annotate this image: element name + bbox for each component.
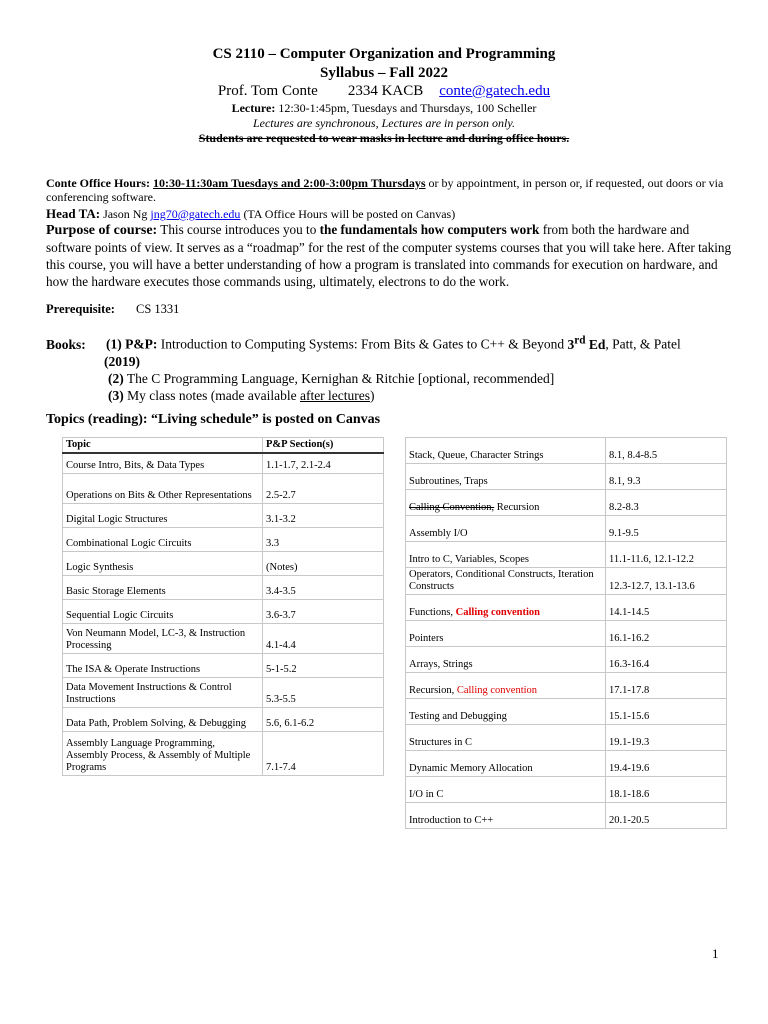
- book-2: [46, 370, 736, 387]
- lecture-label: Lecture:: [231, 101, 276, 115]
- instructor-email-link[interactable]: conte@gatech.edu: [439, 83, 551, 99]
- purpose-text-rest: from both the hardware and software points of view. It serves as a “roadmap” for the rest of the computer systems courses that you will take here. After taking this course, you will have a better understanding of how a program is translated into commands for execution on hardware, and how the hardware executes those commands using, ultimately, electrons to do the work.: [46, 222, 732, 289]
- section-cell: 20.1-20.5: [606, 803, 727, 829]
- table-row: [63, 599, 384, 623]
- table-row: [406, 464, 727, 490]
- section-cell: 8.2-8.3: [606, 490, 727, 516]
- table-row: [63, 677, 384, 707]
- mask-note: Students are requested to wear masks in lecture and during office hours.: [198, 131, 570, 145]
- head-ta-label: Head TA:: [46, 206, 101, 221]
- left-table-body: [63, 453, 384, 775]
- table-row: [63, 731, 384, 775]
- section-cell: 14.1-14.5: [606, 595, 727, 621]
- topic-cell: Stack, Queue, Character Strings: [406, 438, 606, 464]
- prereq-label: Prerequisite:: [46, 302, 115, 316]
- table-row: [63, 707, 384, 731]
- course-title: CS 2110 – Computer Organization and Programming: [212, 46, 556, 62]
- page-number: 1: [712, 946, 719, 961]
- section-cell: (Notes): [263, 551, 384, 575]
- table-row: [406, 490, 727, 516]
- section-cell: 16.3-16.4: [606, 647, 727, 673]
- table-row: [406, 673, 727, 699]
- topic-cell: Operations on Bits & Other Representations: [63, 473, 263, 503]
- table-row: [406, 438, 727, 464]
- table-row: [406, 595, 727, 621]
- section-cell: 2.5-2.7: [263, 473, 384, 503]
- topics-table-right: [405, 437, 727, 829]
- table-row: [63, 623, 384, 653]
- prereq-value: CS 1331: [136, 302, 180, 316]
- head-ta-email-link[interactable]: jng70@gatech.edu: [150, 207, 241, 221]
- table-row: [63, 551, 384, 575]
- topic-text: Recursion,: [409, 685, 457, 696]
- instructor-office: 2334 KACB: [347, 83, 424, 99]
- instructor-name: Prof. Tom Conte: [217, 83, 318, 99]
- topic-text: Recursion: [494, 502, 540, 513]
- section-cell: 4.1-4.4: [263, 623, 384, 653]
- topic-cell: Course Intro, Bits, & Data Types: [63, 453, 263, 473]
- topic-text: Functions,: [409, 607, 456, 618]
- office-hours-label: Conte Office Hours:: [46, 176, 150, 190]
- purpose-label: Purpose of course:: [46, 223, 158, 238]
- section-cell: 16.1-16.2: [606, 621, 727, 647]
- book-1-edition-word: Ed: [588, 336, 606, 352]
- topics-heading: Topics (reading): “Living schedule” is posted on Canvas: [46, 412, 381, 427]
- topic-cell: Digital Logic Structures: [63, 503, 263, 527]
- section-cell: 9.1-9.5: [606, 516, 727, 542]
- book-3: [46, 387, 736, 404]
- table-row: [406, 699, 727, 725]
- section-cell: 15.1-15.6: [606, 699, 727, 725]
- section-cell: 5-1-5.2: [263, 653, 384, 677]
- section-cell: 12.3-12.7, 13.1-13.6: [606, 568, 727, 595]
- topic-cell: Assembly I/O: [406, 516, 606, 542]
- table-row: [406, 803, 727, 829]
- topic-cell: Sequential Logic Circuits: [63, 599, 263, 623]
- topic-cell: Pointers: [406, 621, 606, 647]
- office-hours: [46, 176, 736, 204]
- books-section: [46, 332, 736, 404]
- table-row: [63, 453, 384, 473]
- section-cell: 8.1, 9.3: [606, 464, 727, 490]
- book-1: [46, 332, 736, 353]
- book-1-title: Introduction to Computing Systems: From Bits & Gates to C++ & Beyond: [160, 336, 565, 352]
- lecture-time: 12:30-1:45pm, Tuesdays and Thursdays, 100 Scheller: [278, 101, 537, 115]
- struck-text: Calling Convention,: [409, 502, 495, 513]
- topic-cell: Introduction to C++: [406, 803, 606, 829]
- books-label: Books:: [46, 336, 86, 352]
- topic-cell: [406, 490, 606, 516]
- book-3-underlined: after lectures: [299, 387, 371, 403]
- table-row: [63, 527, 384, 551]
- book-2-title: The C Programming Language, Kernighan & Ritchie [optional, recommended]: [126, 370, 555, 386]
- head-ta: [46, 206, 736, 222]
- table-row: [406, 751, 727, 777]
- section-cell: 18.1-18.6: [606, 777, 727, 803]
- book-1-edition: 3: [567, 336, 575, 352]
- highlight-text: Calling convention: [456, 685, 538, 696]
- course-purpose: [46, 221, 736, 290]
- section-cell: 5.6, 6.1-6.2: [263, 707, 384, 731]
- topic-cell: Intro to C, Variables, Scopes: [406, 542, 606, 568]
- table-row: [406, 725, 727, 751]
- purpose-text-start: This course introduces you to: [160, 222, 317, 237]
- table-row: [406, 516, 727, 542]
- topic-cell: Data Path, Problem Solving, & Debugging: [63, 707, 263, 731]
- topic-cell: Data Movement Instructions & Control Instructions: [63, 677, 263, 707]
- table-row: [63, 575, 384, 599]
- table-row: [63, 503, 384, 527]
- topic-cell: Structures in C: [406, 725, 606, 751]
- book-2-number: (2): [108, 370, 124, 386]
- header-topic: Topic: [63, 438, 263, 454]
- head-ta-name: Jason Ng: [103, 207, 148, 221]
- topic-cell: Dynamic Memory Allocation: [406, 751, 606, 777]
- topic-cell: Operators, Conditional Constructs, Iteration Constructs: [406, 568, 606, 595]
- topic-cell: Arrays, Strings: [406, 647, 606, 673]
- table-row: [406, 542, 727, 568]
- section-cell: 8.1, 8.4-8.5: [606, 438, 727, 464]
- topic-cell: Subroutines, Traps: [406, 464, 606, 490]
- topic-cell: Assembly Language Programming, Assembly Process, & Assembly of Multiple Programs: [63, 731, 263, 775]
- syllabus-subtitle: Syllabus – Fall 2022: [320, 65, 448, 81]
- section-cell: 3.6-3.7: [263, 599, 384, 623]
- topic-cell: The ISA & Operate Instructions: [63, 653, 263, 677]
- section-cell: 3.3: [263, 527, 384, 551]
- highlight-text: Calling convention: [455, 607, 540, 618]
- topic-cell: Basic Storage Elements: [63, 575, 263, 599]
- topic-cell: I/O in C: [406, 777, 606, 803]
- book-1-year: (2019): [104, 353, 140, 369]
- topics-table-left: [62, 437, 384, 776]
- section-cell: 11.1-11.6, 12.1-12.2: [606, 542, 727, 568]
- topic-cell: Von Neumann Model, LC-3, & Instruction Processing: [63, 623, 263, 653]
- head-ta-note: (TA Office Hours will be posted on Canvas): [243, 207, 456, 221]
- table-row: [63, 473, 384, 503]
- section-cell: 3.4-3.5: [263, 575, 384, 599]
- book-1-authors: , Patt, & Patel: [605, 336, 681, 352]
- instructor-line: [0, 83, 768, 100]
- table-row: [406, 621, 727, 647]
- table-header-row: [63, 438, 384, 454]
- office-hours-times: 10:30-11:30am Tuesdays and 2:00-3:00pm Thursdays: [152, 176, 426, 190]
- purpose-emphasis: the fundamentals how computers work: [319, 222, 540, 237]
- table-row: [406, 568, 727, 595]
- topic-cell: [406, 595, 606, 621]
- prerequisite: [46, 302, 736, 317]
- section-cell: 19.1-19.3: [606, 725, 727, 751]
- lecture-line: [0, 101, 768, 116]
- book-1-edition-sup: rd: [574, 334, 586, 346]
- sync-note: Lectures are synchronous, Lectures are in person only.: [252, 116, 516, 130]
- section-cell: 17.1-17.8: [606, 673, 727, 699]
- table-row: [406, 777, 727, 803]
- section-cell: 1.1-1.7, 2.1-2.4: [263, 453, 384, 473]
- topic-cell: [406, 673, 606, 699]
- book-1-number: (1) P&P:: [106, 336, 158, 352]
- section-cell: 19.4-19.6: [606, 751, 727, 777]
- topic-cell: Testing and Debugging: [406, 699, 606, 725]
- right-table-body: [406, 438, 727, 829]
- book-3-title: My class notes (made available: [127, 387, 297, 403]
- table-row: [406, 647, 727, 673]
- topic-cell: Logic Synthesis: [63, 551, 263, 575]
- topic-cell: Combinational Logic Circuits: [63, 527, 263, 551]
- section-cell: 5.3-5.5: [263, 677, 384, 707]
- book-3-close: ): [370, 387, 375, 403]
- section-cell: 3.1-3.2: [263, 503, 384, 527]
- book-1-year-line: [46, 353, 736, 370]
- section-cell: 7.1-7.4: [263, 731, 384, 775]
- office-hours-rest: or by appointment, in person or, if requested, out doors or via conferencing software.: [46, 176, 724, 204]
- header-sections: P&P Section(s): [263, 438, 384, 454]
- table-row: [63, 653, 384, 677]
- book-3-number: (3): [108, 387, 124, 403]
